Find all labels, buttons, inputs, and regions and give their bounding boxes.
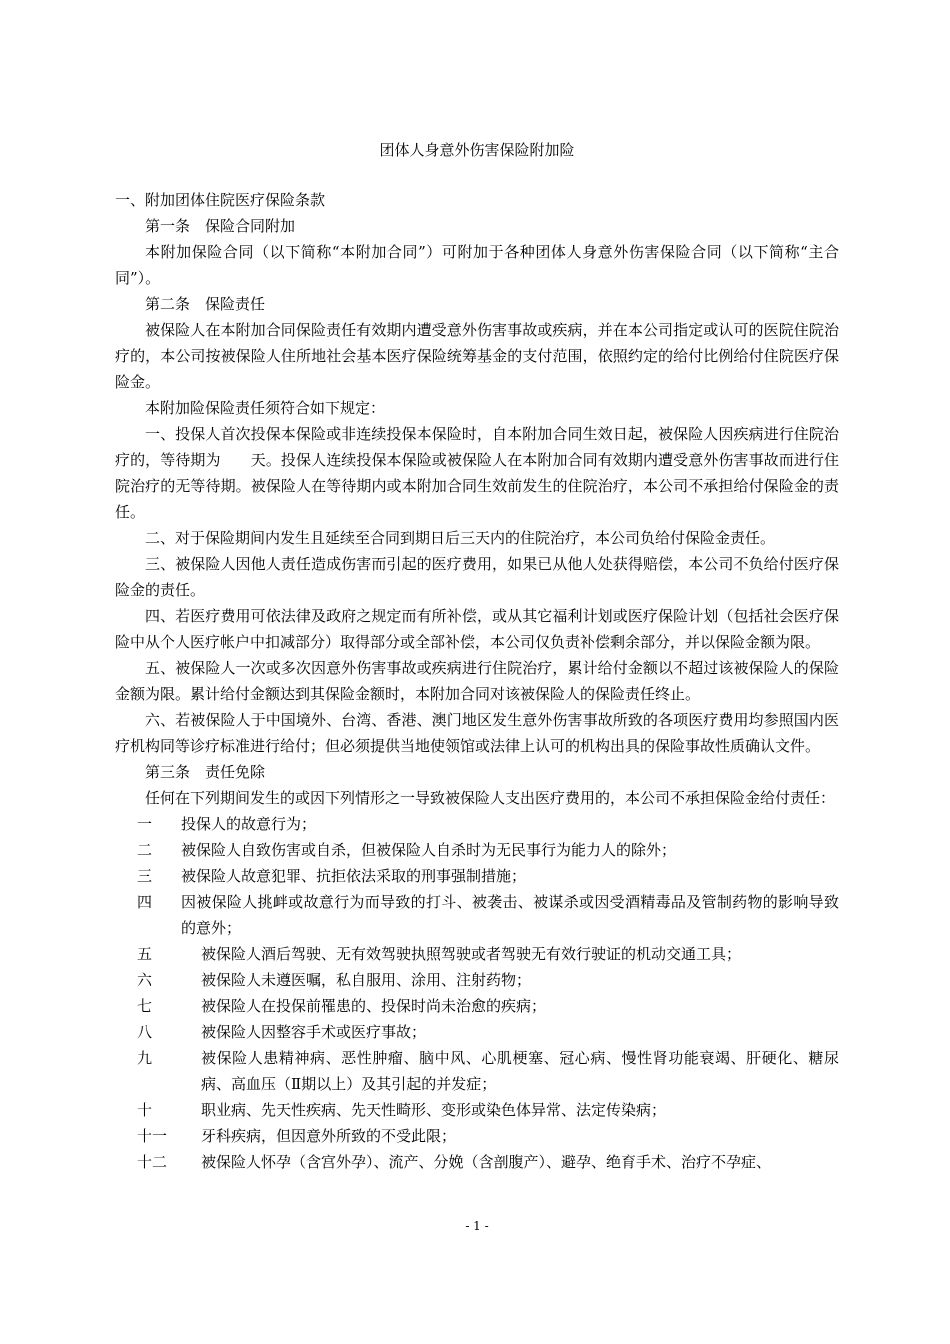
article-2-rule-5: 五、被保险人一次或多次因意外伤害事故或疾病进行住院治疗，累计给付金额以不超过该被保险人的保险金额为限。累计给付金额达到其保险金额时，本附加合同对该被保险人的保险责任终止。 xyxy=(115,659,839,703)
exclusion-number: 一 xyxy=(137,815,153,833)
page-number: - 1 - xyxy=(465,1219,489,1233)
document-title: 团体人身意外伤害保险附加险 xyxy=(379,141,575,159)
exclusion-number: 七 xyxy=(137,997,153,1015)
article-1-heading: 第一条 保险合同附加 xyxy=(145,217,296,235)
exclusion-number: 四 xyxy=(137,893,153,911)
exclusion-item xyxy=(115,1097,839,1123)
exclusion-text: 牙科疾病，但因意外所致的不受此限； xyxy=(201,1127,457,1145)
exclusion-item xyxy=(115,1123,839,1149)
exclusion-item xyxy=(115,941,839,967)
document-page xyxy=(115,0,839,1344)
exclusion-item xyxy=(115,1149,839,1175)
exclusion-item xyxy=(115,811,839,837)
exclusion-number: 八 xyxy=(137,1023,153,1041)
exclusion-number: 五 xyxy=(137,945,153,963)
document-body xyxy=(115,187,839,1175)
article-2-paragraph-1: 被保险人在本附加合同保险责任有效期内遭受意外伤害事故或疾病，并在本公司指定或认可的医院住院治疗的，本公司按被保险人住所地社会基本医疗保险统筹基金的支付范围，依照约定的给付比例给付住院医疗保险金。 xyxy=(115,321,839,391)
exclusion-text: 被保险人患精神病、恶性肿瘤、脑中风、心肌梗塞、冠心病、慢性肾功能衰竭、肝硬化、糖尿病、高血压（Ⅱ期以上）及其引起的并发症； xyxy=(201,1049,839,1093)
article-2-heading: 第二条 保险责任 xyxy=(145,295,266,313)
exclusion-text: 投保人的故意行为； xyxy=(181,815,317,833)
exclusion-item xyxy=(115,837,839,863)
section-heading: 一、附加团体住院医疗保险条款 xyxy=(115,191,326,209)
exclusion-text: 因被保险人挑衅或故意行为而导致的打斗、被袭击、被谋杀或因受酒精毒品及管制药物的影响导致的意外； xyxy=(181,893,839,937)
exclusion-text: 被保险人在投保前罹患的、投保时尚未治愈的疾病； xyxy=(201,997,547,1015)
article-1-paragraph-1: 本附加保险合同（以下简称“本附加合同”）可附加于各种团体人身意外伤害保险合同（以下简称“主合同”）。 xyxy=(115,243,839,287)
article-2-rule-1: 一、投保人首次投保本保险或非连续投保本保险时，自本附加合同生效日起，被保险人因疾病进行住院治疗的，等待期为 天。投保人连续投保本保险或被保险人在本附加合同有效期内遭受意外伤害事故而进行住院治疗的无等待期。被保险人在等待期内或本附加合同生效前发生的住院治疗，本公司不承担给付保险金的责任。 xyxy=(115,425,839,521)
exclusion-text: 被保险人怀孕（含宫外孕）、流产、分娩（含剖腹产）、避孕、绝育手术、治疗不孕症、 xyxy=(201,1153,772,1171)
exclusion-item xyxy=(115,889,839,941)
article-2-rule-2: 二、对于保险期间内发生且延续至合同到期日后三天内的住院治疗，本公司负给付保险金责任。 xyxy=(145,529,776,547)
exclusion-number: 十 xyxy=(137,1101,153,1119)
article-2-rule-3: 三、被保险人因他人责任造成伤害而引起的医疗费用，如果已从他人处获得赔偿，本公司不负给付医疗保险金的责任。 xyxy=(115,555,839,599)
exclusion-text: 被保险人酒后驾驶、无有效驾驶执照驾驶或者驾驶无有效行驶证的机动交通工具； xyxy=(201,945,742,963)
exclusion-number: 十一 xyxy=(137,1127,168,1145)
article-2-rule-4: 四、若医疗费用可依法律及政府之规定而有所补偿，或从其它福利计划或医疗保险计划（包括社会医疗保险中从个人医疗帐户中扣减部分）取得部分或全部补偿，本公司仅负责补偿剩余部分，并以保险金额为限。 xyxy=(115,607,839,651)
exclusion-number: 十二 xyxy=(137,1153,168,1171)
exclusion-number: 三 xyxy=(137,867,153,885)
exclusion-number: 九 xyxy=(137,1049,153,1067)
exclusion-item xyxy=(115,1045,839,1097)
exclusion-number: 六 xyxy=(137,971,153,989)
article-3-heading: 第三条 责任免除 xyxy=(145,763,266,781)
exclusion-number: 二 xyxy=(137,841,153,859)
exclusion-text: 被保险人未遵医嘱，私自服用、涂用、注射药物； xyxy=(201,971,532,989)
exclusion-text: 被保险人故意犯罪、抗拒依法采取的刑事强制措施； xyxy=(181,867,527,885)
exclusion-item xyxy=(115,863,839,889)
exclusion-text: 被保险人因整容手术或医疗事故； xyxy=(201,1023,427,1041)
article-2-rule-6: 六、若被保险人于中国境外、台湾、香港、澳门地区发生意外伤害事故所致的各项医疗费用均参照国内医疗机构同等诊疗标准进行给付；但必须提供当地使领馆或法律上认可的机构出具的保险事故性质确认文件。 xyxy=(115,711,839,755)
article-2-paragraph-2: 本附加险保险责任须符合如下规定： xyxy=(145,399,386,417)
article-3-intro: 任何在下列期间发生的或因下列情形之一导致被保险人支出医疗费用的，本公司不承担保险金给付责任： xyxy=(145,789,836,807)
exclusion-item xyxy=(115,1019,839,1045)
exclusion-text: 职业病、先天性疾病、先天性畸形、变形或染色体异常、法定传染病； xyxy=(201,1101,667,1119)
exclusion-item xyxy=(115,993,839,1019)
exclusion-text: 被保险人自致伤害或自杀，但被保险人自杀时为无民事行为能力人的除外； xyxy=(181,841,677,859)
exclusion-item xyxy=(115,967,839,993)
